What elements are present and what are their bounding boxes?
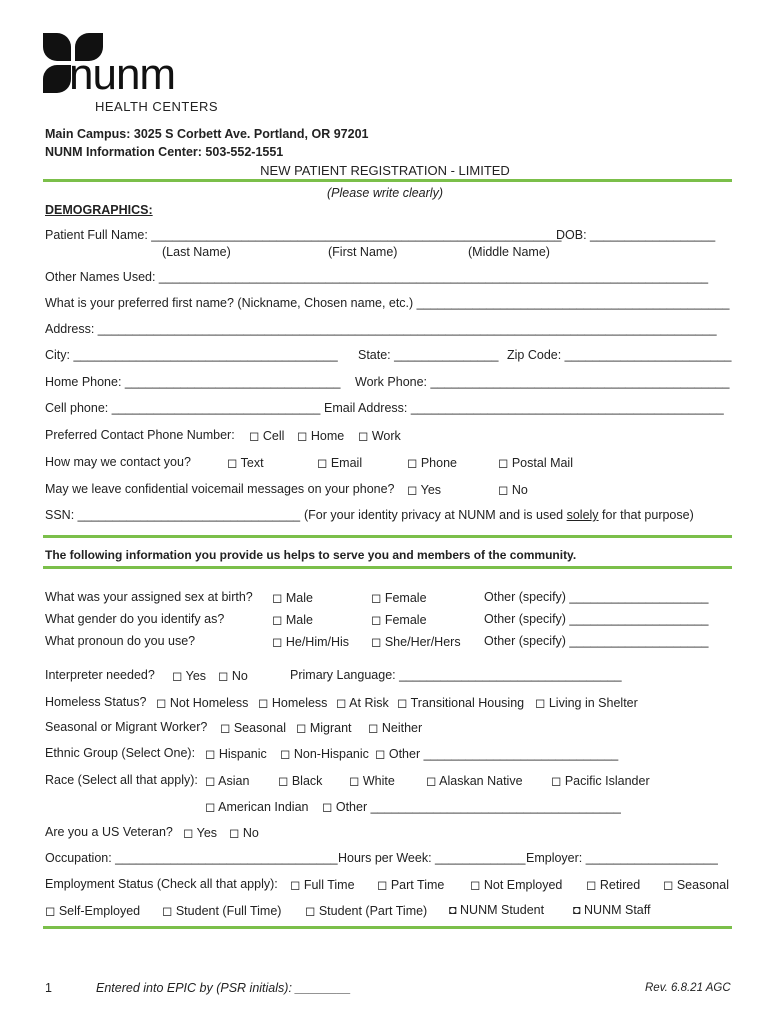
homeless-risk-checkbox[interactable]: ◻ At Risk (336, 696, 389, 710)
homeless-not-checkbox[interactable]: ◻ Not Homeless (156, 696, 249, 710)
sex-female-checkbox[interactable]: ◻ Female (371, 591, 427, 605)
emp-selfemployed-checkbox[interactable]: ◻ Self-Employed (45, 904, 141, 918)
logo-leaf-shape (43, 65, 71, 93)
divider (43, 535, 732, 538)
form-note: (Please write clearly) (326, 186, 443, 200)
pronoun-other-field[interactable]: Other (specify) ____________________ (484, 634, 709, 648)
middle-name-label: (Middle Name) (468, 245, 550, 259)
divider (43, 926, 732, 929)
sex-male-checkbox[interactable]: ◻ Male (272, 591, 313, 605)
ethnic-hispanic-checkbox[interactable]: ◻ Hispanic (205, 747, 267, 761)
occupation-field[interactable]: Occupation: ________________________________ (45, 851, 338, 865)
race-black-checkbox[interactable]: ◻ Black (278, 774, 323, 788)
gender-female-checkbox[interactable]: ◻ Female (371, 613, 427, 627)
emp-retired-checkbox[interactable]: ◻ Retired (586, 878, 641, 892)
address-field[interactable]: Address: _________________________________________________________________________________________ (45, 322, 717, 336)
gender-other-field[interactable]: Other (specify) ____________________ (484, 612, 709, 626)
pref-home-checkbox[interactable]: ◻ Home (297, 429, 345, 443)
revision-label: Rev. 6.8.21 AGC (645, 982, 731, 994)
campus-address: Main Campus: 3025 S Corbett Ave. Portland, OR 97201 (45, 127, 369, 141)
ethnic-nonhispanic-checkbox[interactable]: ◻ Non-Hispanic (280, 747, 369, 761)
pronoun-she-checkbox[interactable]: ◻ She/Her/Hers (371, 635, 461, 649)
ssn-note (304, 508, 694, 522)
hours-per-week-field[interactable]: Hours per Week: _____________ (338, 851, 526, 865)
veteran-yes-checkbox[interactable]: ◻ Yes (183, 826, 218, 840)
homeless-label: Homeless Status? (45, 695, 147, 709)
voicemail-no-checkbox[interactable]: ◻ No (498, 483, 528, 497)
page-number: 1 (45, 981, 52, 995)
pronoun-he-checkbox[interactable]: ◻ He/Him/His (272, 635, 350, 649)
work-phone-field[interactable]: Work Phone: ___________________________________________ (355, 375, 730, 389)
community-heading: The following information you provide us helps to serve you and members of the community. (45, 548, 577, 562)
info-center-phone: NUNM Information Center: 503-552-1551 (45, 145, 284, 159)
emp-seasonal-checkbox[interactable]: ◻ Seasonal (663, 878, 729, 892)
interpreter-label: Interpreter needed? (45, 668, 155, 682)
city-field[interactable]: City: ______________________________________ (45, 348, 338, 362)
divider (43, 566, 732, 569)
last-name-label: (Last Name) (162, 245, 231, 259)
state-field[interactable]: State: _______________ (358, 348, 499, 362)
interpreter-no-checkbox[interactable]: ◻ No (218, 669, 248, 683)
emp-fulltime-checkbox[interactable]: ◻ Full Time (290, 878, 355, 892)
pref-cell-checkbox[interactable]: ◻ Cell (249, 429, 285, 443)
sex-at-birth-label: What was your assigned sex at birth? (45, 590, 253, 604)
preferred-name-field[interactable]: What is your preferred first name? (Nickname, Chosen name, etc.) _____________________________________________ (45, 296, 730, 310)
gender-label: What gender do you identify as? (45, 612, 225, 626)
ssn-field[interactable]: SSN: ________________________________ (45, 508, 301, 522)
emp-notemployed-checkbox[interactable]: ◻ Not Employed (470, 878, 563, 892)
veteran-label: Are you a US Veteran? (45, 825, 173, 839)
gender-male-checkbox[interactable]: ◻ Male (272, 613, 313, 627)
first-name-label: (First Name) (328, 245, 398, 259)
divider (43, 179, 732, 182)
email-field[interactable]: Email Address: _____________________________________________ (324, 401, 724, 415)
homeless-transitional-checkbox[interactable]: ◻ Transitional Housing (397, 696, 525, 710)
contact-method-label: How may we contact you? (45, 455, 191, 469)
homeless-shelter-checkbox[interactable]: ◻ Living in Shelter (535, 696, 638, 710)
ssn-note-part: (For your identity privacy at NUNM and is used (304, 508, 567, 522)
home-phone-field[interactable]: Home Phone: _______________________________ (45, 375, 341, 389)
neither-checkbox[interactable]: ◻ Neither (368, 721, 423, 735)
emp-nunm-staff-checkbox[interactable]: ◘ NUNM Staff (573, 903, 651, 917)
contact-phone-checkbox[interactable]: ◻ Phone (407, 456, 457, 470)
race-pacific-checkbox[interactable]: ◻ Pacific Islander (551, 774, 650, 788)
homeless-yes-checkbox[interactable]: ◻ Homeless (258, 696, 328, 710)
dob-field[interactable]: DOB: __________________ (556, 228, 716, 242)
ethnic-group-label: Ethnic Group (Select One): (45, 746, 196, 760)
epic-entry-field[interactable]: Entered into EPIC by (PSR initials): ________ (96, 981, 351, 995)
emp-parttime-checkbox[interactable]: ◻ Part Time (377, 878, 445, 892)
race-asian-checkbox[interactable]: ◻ Asian (205, 774, 250, 788)
seasonal-checkbox[interactable]: ◻ Seasonal (220, 721, 286, 735)
voicemail-label: May we leave confidential voicemail messages on your phone? (45, 482, 395, 496)
employer-field[interactable]: Employer: ___________________ (526, 851, 718, 865)
veteran-no-checkbox[interactable]: ◻ No (229, 826, 259, 840)
emp-student-full-checkbox[interactable]: ◻ Student (Full Time) (162, 904, 282, 918)
logo-subtitle: HEALTH CENTERS (95, 99, 219, 114)
logo-wordmark: nunm (69, 50, 176, 99)
emp-student-part-checkbox[interactable]: ◻ Student (Part Time) (305, 904, 428, 918)
contact-mail-checkbox[interactable]: ◻ Postal Mail (498, 456, 573, 470)
contact-text-checkbox[interactable]: ◻ Text (227, 456, 264, 470)
primary-language-field[interactable]: Primary Language: ________________________________ (290, 668, 622, 682)
voicemail-yes-checkbox[interactable]: ◻ Yes (407, 483, 442, 497)
race-white-checkbox[interactable]: ◻ White (349, 774, 395, 788)
logo-leaf-shape (43, 33, 71, 61)
employment-status-label: Employment Status (Check all that apply): (45, 877, 278, 891)
race-label: Race (Select all that apply): (45, 773, 198, 787)
race-other-field[interactable]: ◻ Other ____________________________________ (322, 800, 621, 814)
race-american-indian-checkbox[interactable]: ◻ American Indian (205, 800, 309, 814)
race-alaskan-checkbox[interactable]: ◻ Alaskan Native (426, 774, 523, 788)
cell-phone-field[interactable]: Cell phone: ______________________________ (45, 401, 321, 415)
other-names-field[interactable]: Other Names Used: _______________________________________________________________________________ (45, 270, 709, 284)
pref-work-checkbox[interactable]: ◻ Work (358, 429, 401, 443)
ssn-note-part: for that purpose) (598, 508, 694, 522)
section-heading-demographics: DEMOGRAPHICS: (45, 203, 153, 217)
interpreter-yes-checkbox[interactable]: ◻ Yes (172, 669, 207, 683)
ssn-note-emphasis: solely (566, 508, 599, 522)
zip-field[interactable]: Zip Code: ________________________ (507, 348, 732, 362)
emp-nunm-student-checkbox[interactable]: ◘ NUNM Student (449, 903, 545, 917)
ethnic-other-field[interactable]: ◻ Other ____________________________ (375, 747, 619, 761)
contact-email-checkbox[interactable]: ◻ Email (317, 456, 363, 470)
nunm-logo (43, 33, 219, 115)
pronoun-label: What pronoun do you use? (45, 634, 196, 648)
full-name-field[interactable]: Patient Full Name: ___________________________________________________________ (45, 228, 562, 242)
sex-other-field[interactable]: Other (specify) ____________________ (484, 590, 709, 604)
preferred-contact-label: Preferred Contact Phone Number: (45, 428, 235, 442)
seasonal-worker-label: Seasonal or Migrant Worker? (45, 720, 208, 734)
migrant-checkbox[interactable]: ◻ Migrant (296, 721, 352, 735)
form-title: NEW PATIENT REGISTRATION - LIMITED (260, 163, 510, 178)
